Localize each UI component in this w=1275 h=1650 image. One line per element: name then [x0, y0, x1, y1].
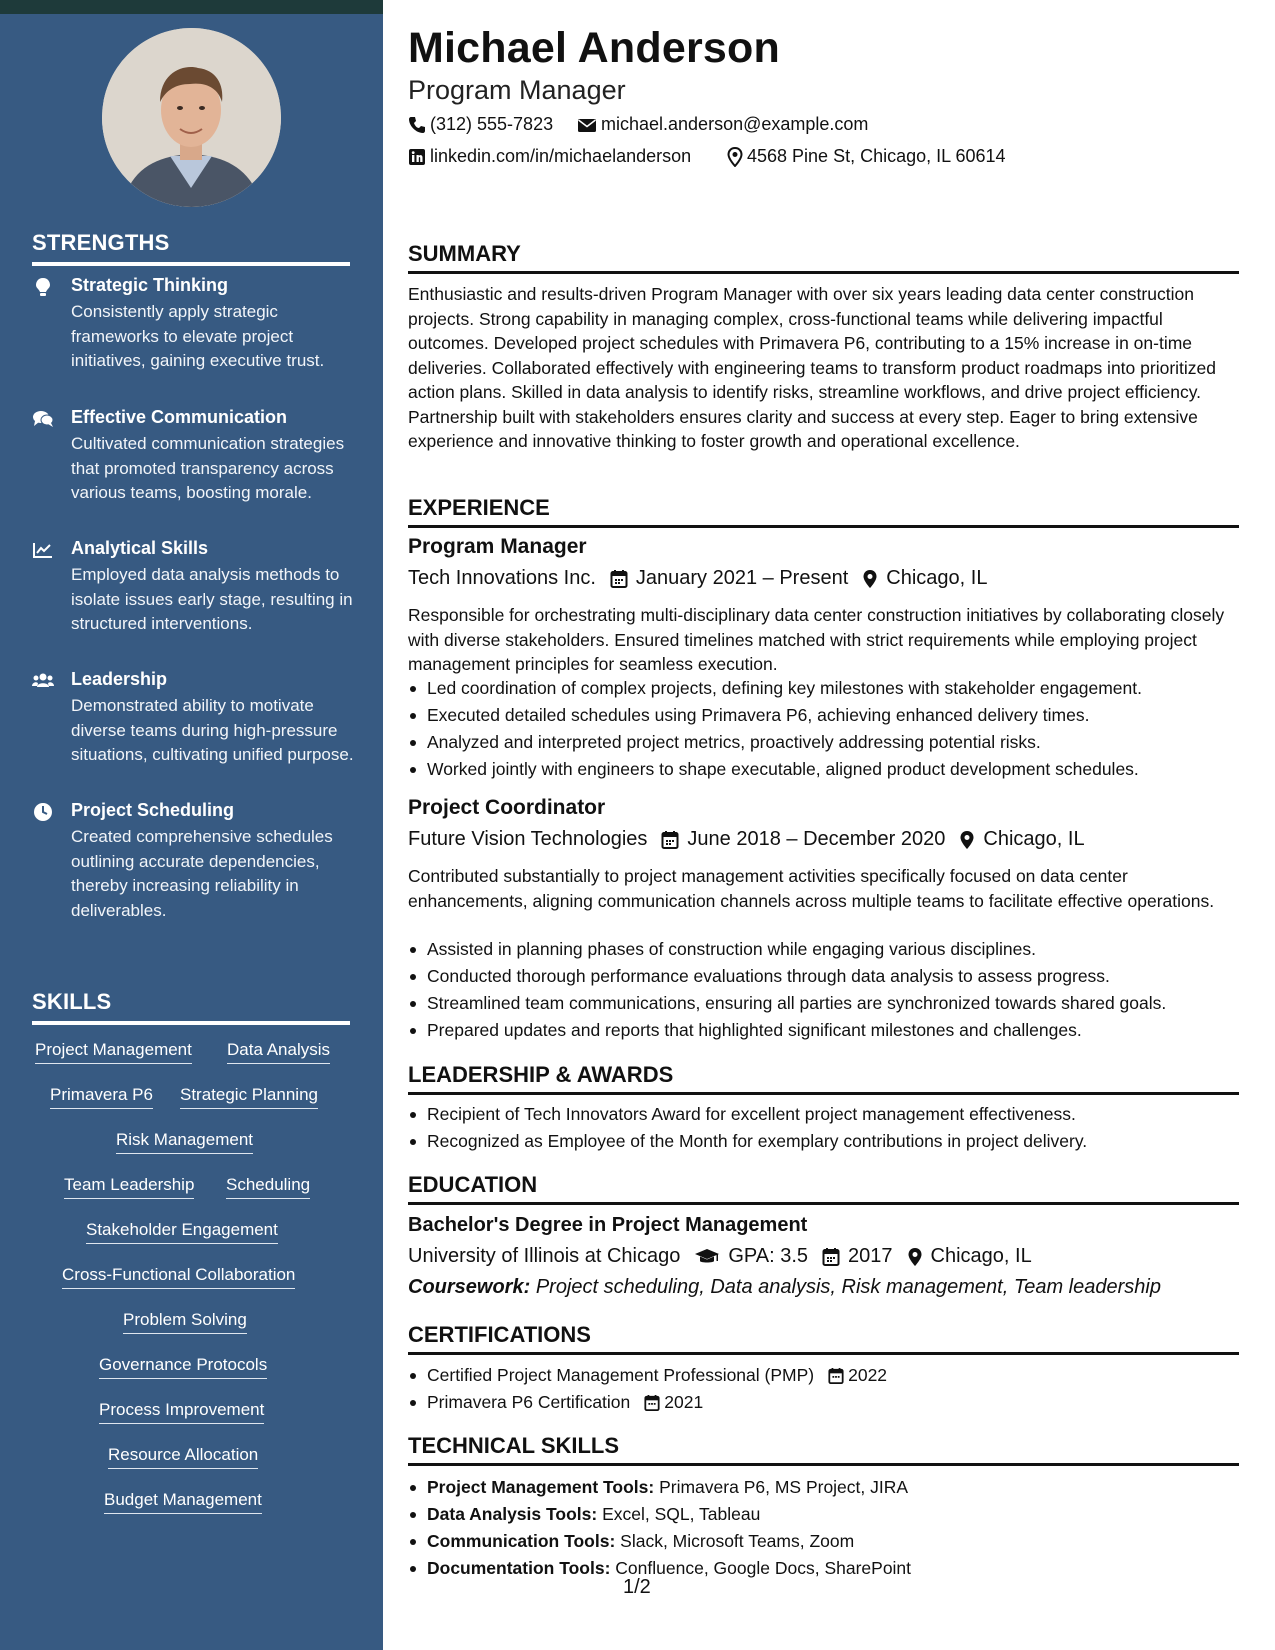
job-bullets [408, 675, 1238, 783]
map-pin-icon [862, 569, 878, 589]
job-meta [408, 828, 1085, 851]
summary-heading: SUMMARY [408, 241, 1239, 274]
page-number: 1/2 [623, 1576, 651, 1598]
skill-tag: Problem Solving [123, 1310, 247, 1334]
certifications-heading: CERTIFICATIONS [408, 1322, 1239, 1355]
calendar-icon [610, 569, 628, 589]
school-location: Chicago, IL [930, 1245, 1032, 1267]
profile-photo [102, 28, 281, 207]
job-dates: January 2021 – Present [635, 567, 849, 589]
technical-skills-heading: TECHNICAL SKILLS [408, 1433, 1239, 1466]
skill-tag: Resource Allocation [108, 1445, 258, 1469]
certifications-list [408, 1362, 1238, 1416]
strength-title: Analytical Skills [71, 538, 209, 558]
clock-icon [32, 802, 54, 822]
skill-tag: Scheduling [226, 1175, 310, 1199]
lightbulb-icon [32, 277, 54, 297]
education-heading: EDUCATION [408, 1172, 1239, 1205]
job-role: Program Manager [408, 535, 587, 558]
coursework [408, 1276, 1161, 1299]
strengths-heading: STRENGTHS [32, 230, 350, 266]
job-company: Tech Innovations Inc. [408, 567, 596, 589]
skill-tag: Budget Management [104, 1490, 262, 1514]
calendar-icon [822, 1247, 840, 1267]
contact-linkedin[interactable] [408, 146, 691, 167]
calendar-icon [661, 830, 679, 850]
candidate-name: Michael Anderson [408, 24, 780, 72]
school-name: University of Illinois at Chicago [408, 1245, 681, 1267]
candidate-title: Program Manager [408, 75, 626, 105]
tech-label: Documentation Tools: [427, 1558, 611, 1578]
list-item: Prepared updates and reports that highlighted significant milestones and challenges. [408, 1017, 1238, 1044]
strength-desc: Demonstrated ability to motivate diverse teams during high-pressure situations, cultivating unified purpose. [71, 696, 354, 764]
map-pin-icon [907, 1247, 923, 1267]
strength-desc: Cultivated communication strategies that promoted transparency across various teams, boosting morale. [71, 434, 345, 502]
map-pin-icon [727, 147, 743, 167]
strength-title: Effective Communication [71, 407, 288, 427]
strength-desc: Created comprehensive schedules outlining accurate dependencies, thereby increasing reliability in deliverables. [71, 827, 333, 920]
skill-tag: Process Improvement [99, 1400, 264, 1424]
address-text: 4568 Pine St, Chicago, IL 60614 [747, 146, 1006, 166]
list-item: Led coordination of complex projects, defining key milestones with stakeholder engagement. [408, 675, 1238, 702]
job-company: Future Vision Technologies [408, 828, 648, 850]
list-item [408, 1501, 1238, 1528]
job-description: Contributed substantially to project management activities specifically focused on data center enhancements, aligning communication channels across multiple teams to facilitate effective operations. [408, 866, 1215, 911]
list-item [408, 1555, 1238, 1582]
tech-value: Confluence, Google Docs, SharePoint [615, 1558, 912, 1578]
graduation-year: 2017 [848, 1245, 893, 1267]
gpa-text: GPA: 3.5 [728, 1245, 809, 1267]
coursework-label: Coursework: [408, 1276, 531, 1298]
job-role: Project Coordinator [408, 796, 606, 819]
map-pin-icon [959, 830, 975, 850]
skills-heading: SKILLS [32, 989, 350, 1025]
email-text: michael.anderson@example.com [601, 114, 869, 134]
list-item [408, 1362, 1238, 1389]
phone-icon [408, 116, 426, 134]
cert-year: 2021 [664, 1392, 704, 1412]
strength-title: Leadership [71, 669, 168, 689]
list-item [408, 1389, 1238, 1416]
tech-value: Primavera P6, MS Project, JIRA [659, 1477, 909, 1497]
users-icon [32, 671, 54, 691]
calendar-icon [828, 1367, 844, 1385]
phone-text: (312) 555-7823 [430, 114, 554, 134]
skill-tag: Primavera P6 [50, 1085, 153, 1109]
sidebar [0, 0, 383, 1650]
experience-heading: EXPERIENCE [408, 495, 1239, 528]
awards-list [408, 1101, 1238, 1155]
linkedin-icon [408, 148, 426, 166]
skill-tag: Governance Protocols [99, 1355, 267, 1379]
chart-line-icon [32, 540, 54, 560]
strength-desc: Consistently apply strategic frameworks to elevate project initiatives, gaining executive trust. [71, 302, 325, 370]
job-description: Responsible for orchestrating multi-disciplinary data center construction initiatives by collaborating closely with diverse stakeholders. Ensured timelines matched with strict requirements while employing project management principles for seamless execution. [408, 605, 1225, 674]
list-item [408, 1474, 1238, 1501]
skill-tag: Cross-Functional Collaboration [62, 1265, 295, 1289]
list-item: Recognized as Employee of the Month for exemplary contributions in project delivery. [408, 1128, 1238, 1155]
skill-tag: Strategic Planning [180, 1085, 318, 1109]
list-item: Streamlined team communications, ensuring all parties are synchronized towards shared goals. [408, 990, 1238, 1017]
degree-title: Bachelor's Degree in Project Management [408, 1214, 808, 1236]
skill-tag: Team Leadership [64, 1175, 194, 1199]
tech-label: Data Analysis Tools: [427, 1504, 598, 1524]
skill-tag: Stakeholder Engagement [86, 1220, 278, 1244]
tech-value: Excel, SQL, Tableau [602, 1504, 761, 1524]
tech-value: Slack, Microsoft Teams, Zoom [620, 1531, 855, 1551]
strength-desc: Employed data analysis methods to isolate issues early stage, resulting in structured interventions. [71, 565, 353, 633]
contact-email[interactable] [577, 114, 868, 135]
contact-phone [408, 114, 553, 135]
cert-name: Certified Project Management Professional (PMP) [427, 1365, 815, 1385]
contact-address [727, 146, 1006, 167]
envelope-icon [577, 116, 597, 134]
coursework-text: Project scheduling, Data analysis, Risk management, Team leadership [535, 1276, 1161, 1298]
job-dates: June 2018 – December 2020 [687, 828, 946, 850]
technical-skills-list [408, 1474, 1238, 1582]
linkedin-text: linkedin.com/in/michaelanderson [430, 146, 692, 166]
list-item: Assisted in planning phases of construction while engaging various disciplines. [408, 936, 1238, 963]
cert-name: Primavera P6 Certification [427, 1392, 631, 1412]
skill-tag: Project Management [35, 1040, 192, 1064]
list-item: Conducted thorough performance evaluations through data analysis to assess progress. [408, 963, 1238, 990]
skill-tag: Data Analysis [227, 1040, 330, 1064]
list-item: Analyzed and interpreted project metrics, proactively addressing potential risks. [408, 729, 1238, 756]
comments-icon [32, 409, 54, 429]
awards-heading: LEADERSHIP & AWARDS [408, 1062, 1239, 1095]
education-meta [408, 1245, 1032, 1268]
list-item [408, 1528, 1238, 1555]
strength-title: Strategic Thinking [71, 275, 229, 295]
list-item: Recipient of Tech Innovators Award for excellent project management effectiveness. [408, 1101, 1238, 1128]
tech-label: Project Management Tools: [427, 1477, 655, 1497]
cert-year: 2022 [848, 1365, 888, 1385]
summary-text: Enthusiastic and results-driven Program Manager with over six years leading data center construction projects. Strong capability in managing complex, cross-functional teams while delivering impactful outcomes. Developed project schedules with Primavera P6, contributing to a 15% increase in on-time deliveries. Collaborated effectively with engineering teams to transform product roadmaps into prioritized action plans. Skilled in data analysis to identify risks, streamline workflows, and drive project efficiency. Partnership built with stakeholders ensures clarity and success at every step. Eager to bring extensive experience and innovative thinking to foster growth and operational excellence. [408, 284, 1216, 451]
calendar-icon [644, 1394, 660, 1412]
strength-title: Project Scheduling [71, 800, 235, 820]
job-meta [408, 567, 987, 590]
graduation-cap-icon [694, 1247, 720, 1267]
sidebar-top-bar [0, 0, 383, 14]
job-location: Chicago, IL [983, 828, 1085, 850]
job-location: Chicago, IL [886, 567, 988, 589]
skill-tag: Risk Management [116, 1130, 253, 1154]
job-bullets [408, 936, 1238, 1044]
list-item: Worked jointly with engineers to shape executable, aligned product development schedules. [408, 756, 1238, 783]
tech-label: Communication Tools: [427, 1531, 616, 1551]
avatar [102, 28, 281, 207]
list-item: Executed detailed schedules using Primavera P6, achieving enhanced delivery times. [408, 702, 1238, 729]
